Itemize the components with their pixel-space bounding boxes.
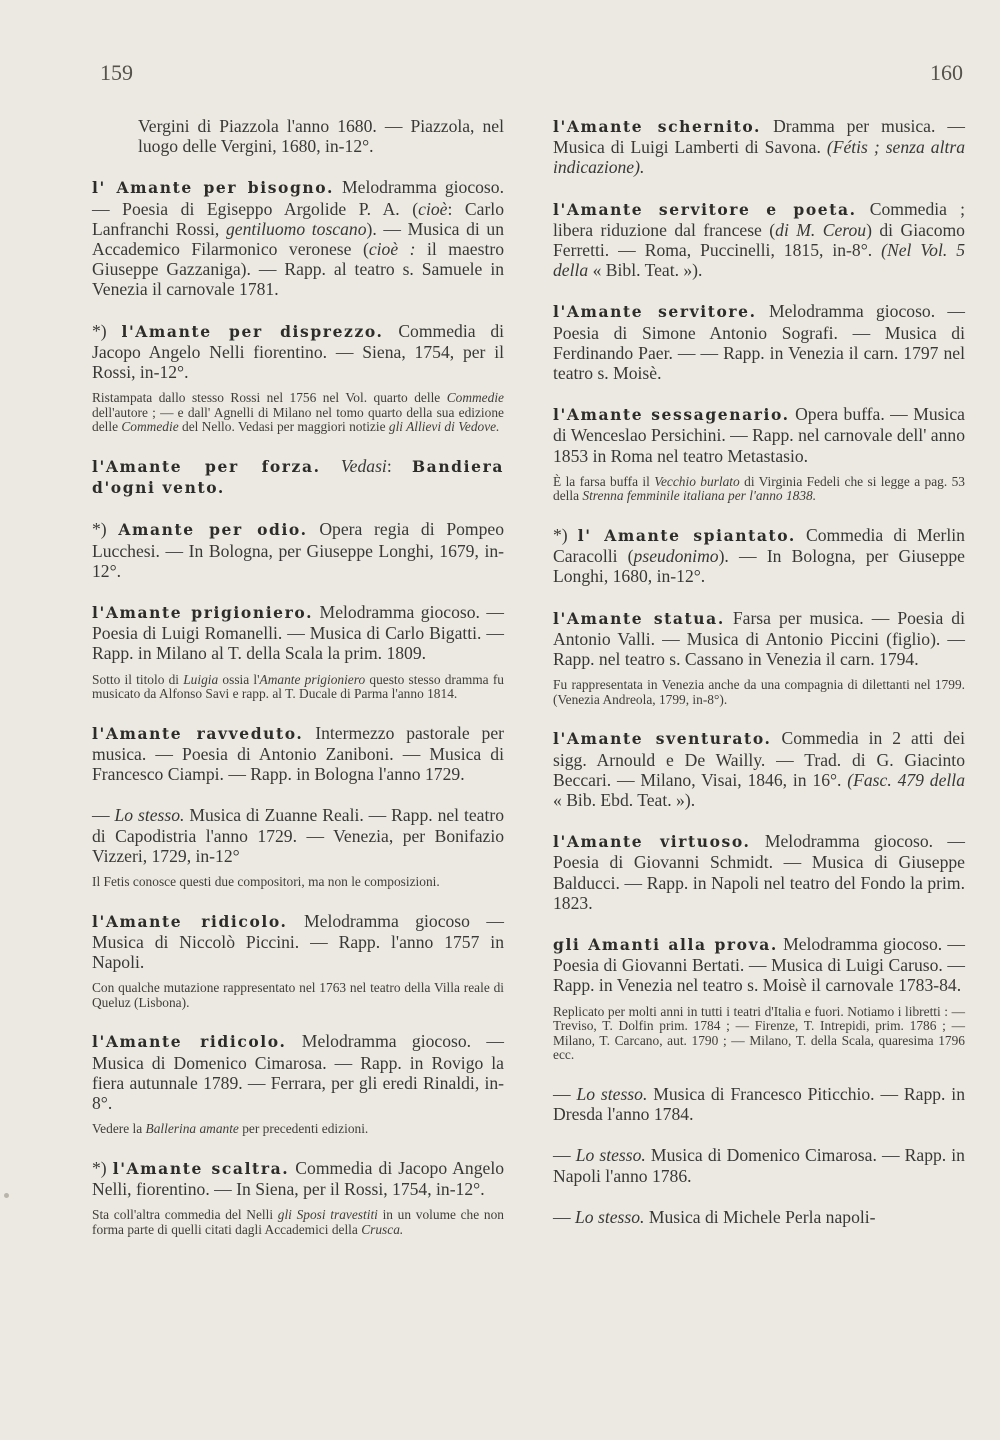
text-run: Melodramma giocoso — Musica di Niccolò Piccini. — Rapp. l'anno 1757 in Napoli. (92, 910, 504, 973)
text-run: il maestro Giuseppe Gazzaniga). — Rapp. al teatro s. Samuele in Venezia il carnovale 1781. (92, 239, 504, 300)
entry-text (553, 1207, 965, 1227)
entry-heading: l'Amante sventurato. (553, 729, 772, 749)
entry-note (92, 391, 504, 435)
page-number-right: 160 (930, 60, 963, 85)
italic-text: Lo stesso. (575, 1145, 646, 1166)
text-run: Commedia in 2 atti dei sigg. Arnould e De Wailly. — Trad. di G. Giacinto Beccari. — Milano, Visai, 1846, in 16°. (553, 728, 965, 790)
entry-heading: l'Amante prigioniero. (92, 603, 314, 623)
italic-text: gli Sposi travestiti (277, 1207, 378, 1223)
catalog-entry (553, 608, 965, 708)
text-run: per precedenti edizioni. (238, 1121, 369, 1137)
entry-heading: l'Amante sessagenario. (553, 405, 790, 425)
entry-heading: l'Amante per disprezzo. (121, 321, 384, 341)
text-run: Melodramma giocoso. — Poesia di Giovanni Schmidt. — Musica di Giuseppe Balducci. — Rapp. in Napoli nel teatro del Fondo la prim. 1823. (553, 831, 965, 913)
text-run: ). — Musica di un Accademico Filarmonico veronese ( (92, 218, 504, 260)
catalog-entry (92, 911, 504, 1011)
text-run: : (386, 456, 412, 477)
catalog-entry (92, 519, 504, 581)
text-run: Vergini di Piazzola l'anno 1680. — Piazzola, nel luogo delle Vergini, 1680, in-12°. (138, 116, 504, 157)
text-run (321, 456, 341, 476)
text-run: Musica di Zuanne Reali. — Rapp. nel teatro di Capodistria l'anno 1729. — Venezia, per Bonifazio Vizzeri, 1729, in-12° (92, 805, 505, 866)
catalog-entry (92, 116, 504, 156)
catalog-entry (553, 934, 965, 1063)
text-run: Melodramma giocoso. — Poesia di Simone Antonio Sografi. — Musica di Ferdinando Paer. — — Rapp. in Venezia il carn. 1797 nel teatro s. Moisè. (553, 301, 966, 384)
entry-text (92, 116, 504, 156)
entry-text (92, 805, 504, 866)
entry-heading: l'Amante per forza. (92, 457, 321, 477)
entry-text (553, 199, 965, 281)
catalog-entry (553, 728, 965, 810)
catalog-entry (553, 1145, 965, 1185)
entry-heading: l'Amante ravveduto. (92, 723, 304, 743)
catalog-entry (92, 456, 504, 498)
catalog-entry (553, 525, 965, 587)
text-run: *) (92, 519, 119, 540)
text-run: Commedia di Merlin Caracolli ( (553, 525, 965, 567)
entry-text (553, 1084, 965, 1124)
text-run: del Nello. Vedasi per maggiori notizie (178, 419, 389, 435)
catalog-entry (92, 321, 504, 435)
text-run: ossia l' (218, 671, 260, 687)
right-column (553, 116, 965, 1248)
entry-heading: l'Amante schernito. (553, 117, 762, 136)
italic-text: cioè (418, 198, 448, 219)
italic-text: Commedie (121, 419, 179, 435)
entry-heading: l' Amante spiantato. (577, 526, 796, 546)
text-run: ) di Giacomo Ferretti. — Roma, Puccinelli, 1815, in-8°. (553, 219, 965, 261)
italic-text: Vecchio burlato (654, 473, 740, 489)
text-run: Musica di Michele Perla napoli- (644, 1206, 876, 1227)
entry-heading: l' (92, 178, 117, 198)
text-run: Melodramma giocoso. — Musica di Domenico Cimarosa. — Rapp. in Rovigo la fiera autunnale 1789. — Ferrara, per gli eredi Rinaldi, in-8°. (92, 1031, 505, 1114)
entry-heading: l'Amante servitore e poeta. (553, 199, 857, 219)
page-number-left: 159 (100, 60, 133, 85)
entry-text (553, 525, 965, 587)
entry-text (553, 404, 965, 466)
italic-text: Luigia (183, 671, 219, 687)
entry-heading: Amante per bisogno. (116, 178, 334, 198)
entry-text (553, 116, 965, 178)
text-run: Sta coll'altra commedia del Nelli (92, 1207, 278, 1223)
entry-note (92, 673, 504, 702)
text-run: Melodramma giocoso. — Poesia di Egiseppo Argolide P. A. ( (92, 177, 504, 219)
text-run: — (553, 1084, 577, 1105)
entry-note (92, 1208, 504, 1237)
catalog-entry (92, 723, 504, 785)
text-run: Commedia di Jacopo Angelo Nelli fiorentino. — Siena, 1754, per il Rossi, in-12°. (92, 320, 505, 383)
text-run: Opera regia di Pompeo Lucchesi. — In Bologna, per Giuseppe Longhi, 1679, in-12°. (92, 519, 504, 581)
entry-text (92, 723, 504, 785)
text-run: Sotto il titolo di (92, 671, 184, 687)
entry-heading: l'Amante ridicolo. (92, 1032, 287, 1052)
entry-text (92, 911, 504, 973)
italic-text: Vedasi (340, 456, 387, 477)
entry-text (92, 456, 504, 498)
text-run: « Bibl. Teat. »). (588, 260, 703, 281)
entry-text (553, 301, 965, 383)
entry-note (553, 475, 965, 504)
entry-text (553, 934, 965, 996)
catalog-entry (553, 831, 965, 913)
catalog-entry (553, 116, 965, 178)
text-run: Commedia di Jacopo Angelo Nelli, fiorentino. — In Siena, per il Rossi, 1754, in-12°. (92, 1157, 504, 1200)
catalog-entry (553, 404, 965, 504)
text-run: Melodramma giocoso. — Poesia di Luigi Romanelli. — Musica di Carlo Bigatti. — Rapp. in Milano al T. della Scala la prim. 1809. (92, 602, 505, 664)
text-run: « Bib. Ebd. Teat. »). (553, 790, 696, 811)
entry-heading: l'Amante scaltra. (112, 1158, 290, 1178)
text-run: Musica di Francesco Piticchio. — Rapp. in Dresda l'anno 1784. (553, 1084, 965, 1125)
entry-heading: l'Amante statua. (553, 608, 725, 628)
entry-heading: Bandiera d'ogni vento. (92, 457, 504, 498)
catalog-entry (92, 1031, 504, 1136)
catalog-entry (553, 1084, 965, 1124)
text-run: Farsa per musica. — Poesia di Antonio Valli. — Musica di Antonio Piccini (figlio). — Rapp. nel teatro s. Cassano in Venezia il carn. 1794. (553, 607, 965, 670)
text-run: Fu rappresentata in Venezia anche da una compagnia di dilettanti nel 1799. (Venezia Andreola, 1799, in-8°). (553, 677, 965, 707)
entry-text (92, 519, 504, 581)
text-run: Intermezzo pastorale per musica. — Poesia di Antonio Zaniboni. — Musica di Francesco Ciampi. — Rapp. in Bologna l'anno 1729. (92, 722, 504, 785)
text-run: — (92, 805, 115, 826)
italic-text: Lo stesso. (114, 805, 185, 826)
entry-text (92, 177, 504, 299)
paper-speck (4, 1193, 9, 1198)
text-run: : Carlo Lanfranchi Rossi, (92, 198, 504, 239)
entry-note (553, 1005, 965, 1063)
entry-text (92, 1031, 504, 1113)
entry-text (92, 602, 504, 664)
entry-heading: gli Amanti alla prova. (553, 935, 778, 955)
catalog-entry (553, 199, 965, 281)
text-run: Con qualche mutazione rappresentato nel 1763 nel teatro della Villa reale di Queluz (Lisbona). (92, 980, 504, 1010)
catalog-entry (92, 1158, 504, 1238)
entry-note (92, 981, 504, 1010)
text-run: di Virginia Fedeli che si legge a pag. 53 della (553, 473, 965, 504)
italic-text: pseudonimo (633, 546, 719, 567)
entry-heading: Amante per odio. (118, 520, 308, 540)
text-run: Replicato per molti anni in tutti i teatri d'Italia e fuori. Notiamo i libretti : — Treviso, T. Dolfin prim. 1784 ; — Firenze, T. Intrepidi, prim. 1786 ; — Milano, T. Carcano, aut. 1790 ; — Milano, T. della Scala, quaresima 1796 ecc. (553, 1003, 965, 1063)
italic-text: gli Allievi di Vedove. (388, 419, 500, 435)
italic-text: (Fasc. 479 della (847, 769, 965, 790)
text-run: ). — In Bologna, per Giuseppe Longhi, 1680, in-12°. (553, 546, 965, 587)
catalog-entry (553, 301, 965, 383)
text-run: Ristampata dallo stesso Rossi nel 1756 nel Vol. quarto delle (92, 390, 447, 406)
entry-text (553, 831, 965, 913)
entry-note (553, 678, 965, 707)
entry-heading: l'Amante ridicolo. (92, 911, 288, 931)
italic-text: Ballerina amante (145, 1121, 239, 1137)
text-run: questo stesso dramma fu musicato da Alfonso Savi e rapp. al T. Ducale di Parma l'anno 1814. (92, 671, 504, 702)
italic-text: Commedie (446, 390, 504, 406)
entry-text (553, 1145, 965, 1185)
italic-text: Amante prigioniero (259, 671, 366, 687)
italic-text: Strenna femminile italiana per l'anno 1838. (582, 488, 817, 504)
text-run: *) (92, 1157, 113, 1178)
text-run: Vedere la (92, 1121, 146, 1137)
italic-text: Lo stesso. (576, 1084, 648, 1105)
entry-heading: l'Amante servitore. (553, 302, 757, 322)
italic-text: Lo stesso. (575, 1206, 645, 1227)
text-run: — (553, 1206, 575, 1227)
catalog-entry (92, 805, 504, 889)
catalog-entry (92, 602, 504, 702)
entry-text (553, 728, 965, 810)
text-run: in un volume che non forma parte di quelli citati dagli Accademici della (92, 1207, 504, 1237)
italic-text: gentiluomo toscano (225, 218, 367, 239)
entry-heading: l'Amante virtuoso. (553, 832, 751, 852)
entry-text (553, 608, 965, 670)
text-run: Opera buffa. — Musica di Wenceslao Persichini. — Rapp. nel carnovale dell' anno 1853 in Roma nel teatro Metastasio. (553, 404, 965, 466)
text-run: Musica di Domenico Cimarosa. — Rapp. in Napoli l'anno 1786. (553, 1145, 965, 1186)
text-run: *) (553, 525, 578, 546)
text-run: *) (92, 320, 122, 341)
text-run: È la farsa buffa il (553, 473, 655, 489)
italic-text: Crusca. (361, 1221, 404, 1237)
catalog-entry (553, 1207, 965, 1227)
text-run: Il Fetis conosce questi due compositori, ma non le composizioni. (92, 874, 440, 890)
text-run: Melodramma giocoso. — Poesia di Giovanni Bertati. — Musica di Luigi Caruso. — Rapp. in Venezia nel teatro s. Moisè il carnovale 1783-84. (553, 934, 965, 996)
text-run: — (553, 1145, 576, 1166)
italic-text: (Nel Vol. 5 della (553, 240, 966, 281)
italic-text: cioè : (368, 239, 416, 260)
entry-note (92, 1122, 504, 1137)
text-run: Dramma per musica. — Musica di Luigi Lamberti di Savona. (553, 116, 965, 158)
text-run: Commedia ; libera riduzione dal francese ( (553, 198, 965, 240)
text-run: dell'autore ; — e dall' Agnelli di Milano nel tomo quarto della sua edizione delle (92, 404, 504, 435)
italic-text: (Fétis ; senza altra indicazione). (553, 137, 965, 178)
entry-text (92, 1158, 504, 1199)
left-column (92, 116, 504, 1258)
entry-text (92, 321, 504, 383)
entry-note (92, 875, 504, 890)
italic-text: di M. Cerou (775, 219, 867, 240)
catalog-entry (92, 177, 504, 299)
